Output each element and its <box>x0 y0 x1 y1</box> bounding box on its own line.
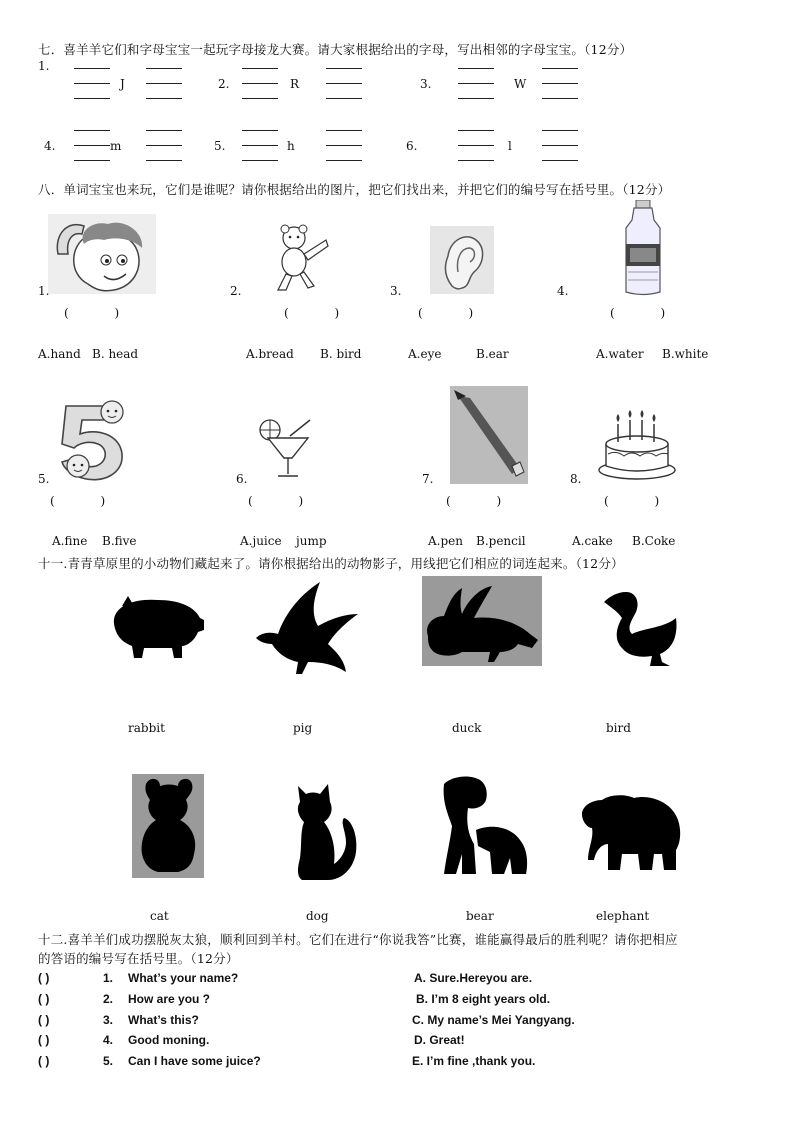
answer-bracket[interactable]: ( ) <box>284 306 340 320</box>
animal-word[interactable]: cat <box>150 909 169 923</box>
option-a: A.water <box>596 347 644 361</box>
answer-bracket[interactable]: ( ) <box>418 306 474 320</box>
section11-header: 十一.青青草原里的小动物们藏起来了。请你根据给出的动物影子，用线把它们相应的词连起来。（12分） <box>38 556 624 571</box>
item-number: 2. <box>218 77 230 91</box>
item-number: 5. <box>38 472 50 486</box>
item-number: 5. <box>214 139 226 153</box>
option-a: A.bread <box>246 347 294 361</box>
ear-icon <box>430 226 494 294</box>
cat-silhouette-icon <box>292 780 360 884</box>
answer-bracket[interactable]: ( ) <box>604 494 660 508</box>
option-a: A.juice <box>240 534 282 548</box>
option-a: A.pen <box>428 534 463 548</box>
question-number: 4. <box>103 1033 114 1047</box>
question-text: What’s this? <box>128 1013 199 1027</box>
question-text: Can I have some juice? <box>128 1054 261 1068</box>
animal-word[interactable]: elephant <box>596 909 650 923</box>
option-a: A.eye <box>408 347 442 361</box>
item-number: 3. <box>420 77 432 91</box>
option-b: B.pencil <box>476 534 526 548</box>
dog-silhouette-icon <box>440 774 532 878</box>
answer-bracket[interactable]: ( ) <box>38 1033 50 1047</box>
answer-option: A. Sure.Hereyou are. <box>414 971 533 985</box>
animal-word[interactable]: dog <box>306 909 329 923</box>
bear-icon <box>268 222 334 294</box>
given-letter: h <box>287 139 295 153</box>
section8-header: 八．单词宝宝也来玩，它们是谁呢？请你根据给出的图片，把它们找出来，并把它们的编号写在括号里。（12分） <box>38 182 671 197</box>
section12-header-cont: 的答语的编号写在括号里。（12分） <box>38 951 239 966</box>
item-number: 1. <box>38 284 50 298</box>
question-number: 2. <box>103 992 114 1006</box>
question-text: What’s your name? <box>128 971 239 985</box>
item-number: 6. <box>236 472 248 486</box>
option-a: A.hand <box>38 347 81 361</box>
option-b: B. bird <box>320 347 362 361</box>
option-b: B.Coke <box>632 534 676 548</box>
option-b: B.five <box>102 534 137 548</box>
item-number: 6. <box>406 139 418 153</box>
boy-head-icon <box>48 214 156 294</box>
given-letter: J <box>120 77 125 91</box>
item-number: 4. <box>557 284 569 298</box>
pig-silhouette-icon <box>108 594 206 660</box>
rabbit-silhouette-icon <box>422 576 542 666</box>
answer-option: D. Great! <box>414 1033 465 1047</box>
bear-silhouette-icon <box>132 774 204 878</box>
animal-word[interactable]: bear <box>466 909 494 923</box>
question-number: 3. <box>103 1013 114 1027</box>
item-number: 8. <box>570 472 582 486</box>
section12-header: 十二.喜羊羊们成功摆脱灰太狼，顺利回到羊村。它们在进行“你说我答”比赛，谁能赢得最后的胜利呢？请你把相应 <box>38 932 678 947</box>
given-letter: R <box>290 77 300 91</box>
answer-bracket[interactable]: ( ) <box>38 971 50 985</box>
item-number: 1. <box>38 59 50 73</box>
section7-header: 七．喜羊羊它们和字母宝宝一起玩字母接龙大赛。请大家根据给出的字母，写出相邻的字母宝宝。（12分） <box>38 42 633 57</box>
option-a: A.cake <box>572 534 613 548</box>
question-number: 1. <box>103 971 114 985</box>
animal-word[interactable]: duck <box>452 721 482 735</box>
option-b: jump <box>296 534 327 548</box>
item-number: 2. <box>230 284 242 298</box>
elephant-silhouette-icon <box>578 792 684 872</box>
juice-glass-icon <box>254 414 320 482</box>
option-b: B. head <box>92 347 139 361</box>
answer-option: C. My name’s Mei Yangyang. <box>412 1013 575 1027</box>
answer-bracket[interactable]: ( ) <box>64 306 120 320</box>
water-bottle-icon <box>622 200 664 296</box>
animal-word[interactable]: pig <box>293 721 313 735</box>
animal-word[interactable]: rabbit <box>128 721 165 735</box>
item-number: 7. <box>422 472 434 486</box>
answer-bracket[interactable]: ( ) <box>38 1054 50 1068</box>
answer-bracket[interactable]: ( ) <box>248 494 304 508</box>
answer-bracket[interactable]: ( ) <box>50 494 106 508</box>
pencil-icon <box>450 386 528 484</box>
question-text: How are you ? <box>128 992 211 1006</box>
question-text: Good moning. <box>128 1033 210 1047</box>
answer-bracket[interactable]: ( ) <box>610 306 666 320</box>
answer-bracket[interactable]: ( ) <box>38 1013 50 1027</box>
item-number: 3. <box>390 284 402 298</box>
birthday-cake-icon <box>596 410 678 482</box>
answer-option: B. I’m 8 eight years old. <box>416 992 551 1006</box>
answer-option: E. I’m fine ,thank you. <box>412 1054 536 1068</box>
option-b: B.white <box>662 347 709 361</box>
answer-bracket[interactable]: ( ) <box>38 992 50 1006</box>
given-letter: W <box>514 77 527 91</box>
animal-word[interactable]: bird <box>606 721 631 735</box>
answer-bracket[interactable]: ( ) <box>446 494 502 508</box>
number-five-icon <box>56 398 132 484</box>
bird-silhouette-icon <box>254 582 360 676</box>
question-number: 5. <box>103 1054 114 1068</box>
duck-silhouette-icon <box>604 588 684 668</box>
given-letter: m <box>110 139 122 153</box>
option-a: A.fine <box>52 534 88 548</box>
option-b: B.ear <box>476 347 509 361</box>
item-number: 4. <box>44 139 56 153</box>
given-letter: l <box>508 139 512 153</box>
